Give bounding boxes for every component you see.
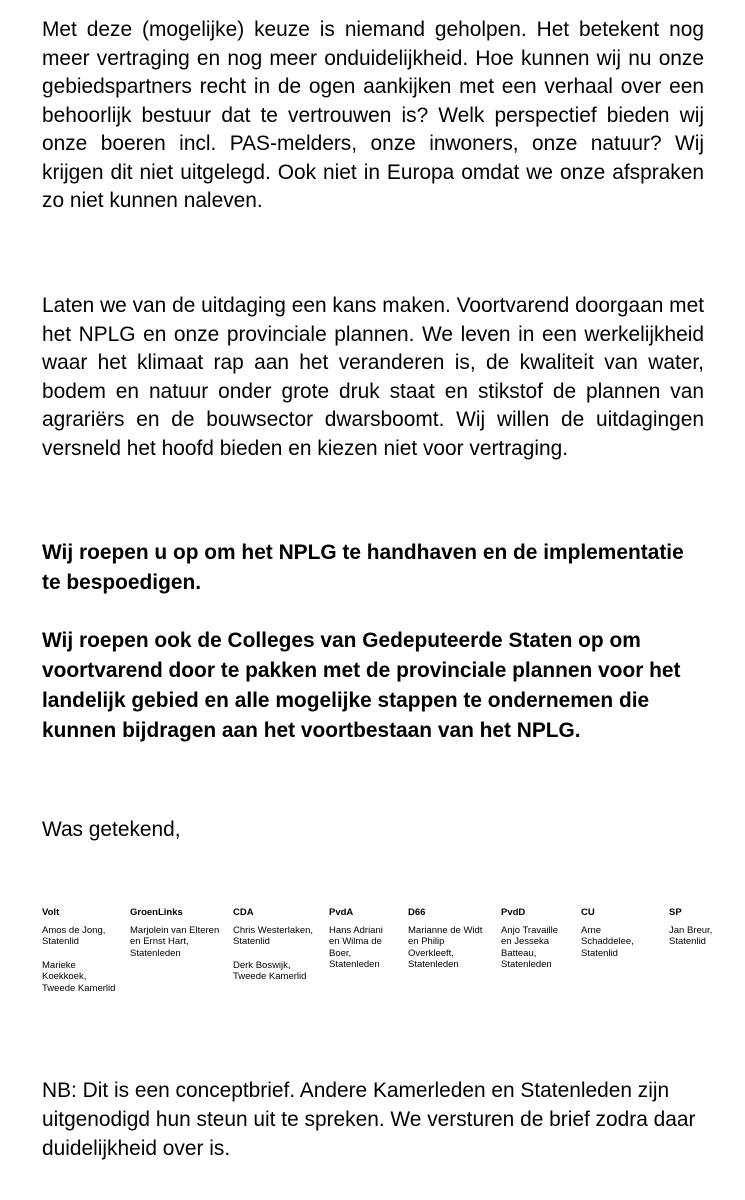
party-name: SP (669, 907, 682, 918)
call-to-action-nplg: Wij roepen u op om het NPLG te handhaven en de implementatie te bespoedigen. (42, 541, 684, 594)
signatory-groenlinks (130, 907, 230, 959)
party-extra-members: Derk Boswijk, Tweede Kamerlid (233, 959, 307, 982)
party-extra-members: Marieke Koekkoek, Tweede Kamerlid (42, 959, 116, 994)
call-to-action-colleges: Wij roepen ook de Colleges van Gedeputeerde Staten op om voortvarend door te pakken met de provinciale plannen voor het landelijk gebied en alle mogelijke stappen te ondernemen die kunnen bijdragen aan het voortbestaan van het NPLG. (42, 629, 681, 742)
party-members: Marianne de Widt en Philip Overkleeft, Statenleden (408, 924, 483, 970)
party-name: D66 (408, 907, 426, 918)
signatory-volt (42, 907, 142, 994)
party-members: Anjo Travaille en Jesseka Batteau, Statenleden (501, 924, 559, 970)
party-name: CU (581, 907, 595, 918)
party-name: Volt (42, 907, 60, 918)
party-name: CDA (233, 907, 254, 918)
party-members: Hans Adriani en Wilma de Boer, Statenleden (329, 924, 383, 970)
party-members: Marjolein van Elteren en Ernst Hart, Statenleden (130, 924, 220, 959)
signatory-d66 (408, 907, 508, 971)
signatory-cu (581, 907, 681, 959)
party-members: Amos de Jong, Statenlid (42, 924, 106, 947)
party-name: PvdD (501, 907, 526, 918)
paragraph-consequences: Met deze (mogelijke) keuze is niemand geholpen. Het betekent nog meer vertraging en nog meer onduidelijkheid. Hoe kunnen wij nu onze gebiedspartners recht in de ogen aankijken met een verhaal over een behoorlijk bestuur dat te vertrouwen is? Welk perspectief bieden wij onze boeren incl. PAS-melders, onze inwoners, onze natuur? Wij krijgen dit niet uitgelegd. Ook niet in Europa omdat we onze afspraken zo niet kunnen naleven. (42, 18, 704, 212)
party-members: Arne Schaddelee, Statenlid (581, 924, 634, 959)
letter-page (42, 0, 713, 1200)
party-members: Jan Breur, Statenlid (669, 924, 713, 947)
party-name: PvdA (329, 907, 354, 918)
party-members: Chris Westerlaken, Statenlid (233, 924, 314, 947)
concept-letter-note: NB: Dit is een conceptbrief. Andere Kamerleden en Statenleden zijn uitgenodigd hun steun uit te spreken. We versturen de brief zodra daar duidelijkheid over is. (42, 1079, 696, 1160)
party-name: GroenLinks (130, 907, 183, 918)
closing-line: Was getekend, (42, 818, 181, 841)
signatory-cda (233, 907, 333, 983)
signatories-table (42, 907, 742, 1017)
paragraph-opportunity: Laten we van de uitdaging een kans maken. Voortvarend doorgaan met het NPLG en onze provinciale plannen. We leven in een werkelijkheid waar het klimaat rap aan het veranderen is, de kwaliteit van water, bodem en natuur onder grote druk staat en stikstof de plannen van agrariërs en de bouwsector dwarsboomt. Wij willen de uitdagingen versneld het hoofd bieden en kiezen niet voor vertraging. (42, 294, 704, 460)
signatory-sp (669, 907, 745, 948)
